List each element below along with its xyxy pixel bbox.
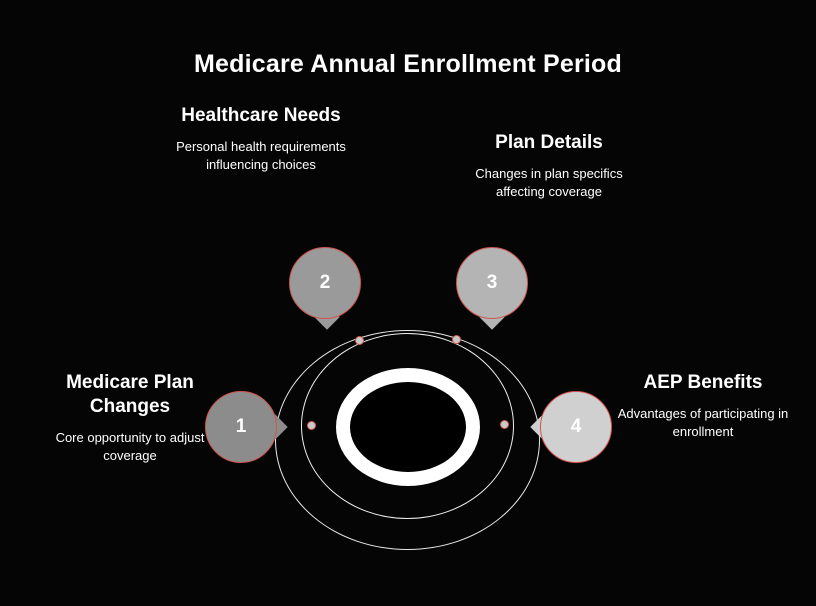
connector-dot-1	[307, 421, 316, 430]
step-description-4: Advantages of participating in enrollment	[617, 406, 789, 439]
step-description-1: Core opportunity to adjust coverage	[55, 430, 205, 463]
step-number-1: 1	[235, 416, 247, 437]
step-marker-4[interactable]	[540, 391, 612, 463]
step-label-3	[460, 131, 638, 201]
step-heading-3: Plan Details	[495, 132, 603, 153]
connector-dot-4	[500, 420, 509, 429]
step-heading-1: Medicare Plan Changes	[66, 372, 194, 417]
step-marker-3[interactable]	[456, 247, 528, 319]
connector-dot-2	[355, 336, 364, 345]
step-label-2	[172, 104, 350, 174]
step-heading-4: AEP Benefits	[643, 372, 763, 393]
page-title: Medicare Annual Enrollment Period	[194, 50, 622, 78]
step-label-4	[608, 371, 798, 441]
step-label-1	[30, 371, 230, 465]
step-number-3: 3	[486, 272, 498, 293]
connector-dot-3	[452, 335, 461, 344]
step-number-2: 2	[319, 272, 331, 293]
inner-ring	[336, 368, 480, 486]
step-heading-2: Healthcare Needs	[181, 105, 341, 126]
step-number-4: 4	[570, 416, 582, 437]
step-description-2: Personal health requirements influencing choices	[176, 139, 346, 172]
step-description-3: Changes in plan specifics affecting coverage	[475, 166, 623, 199]
step-marker-2[interactable]	[289, 247, 361, 319]
